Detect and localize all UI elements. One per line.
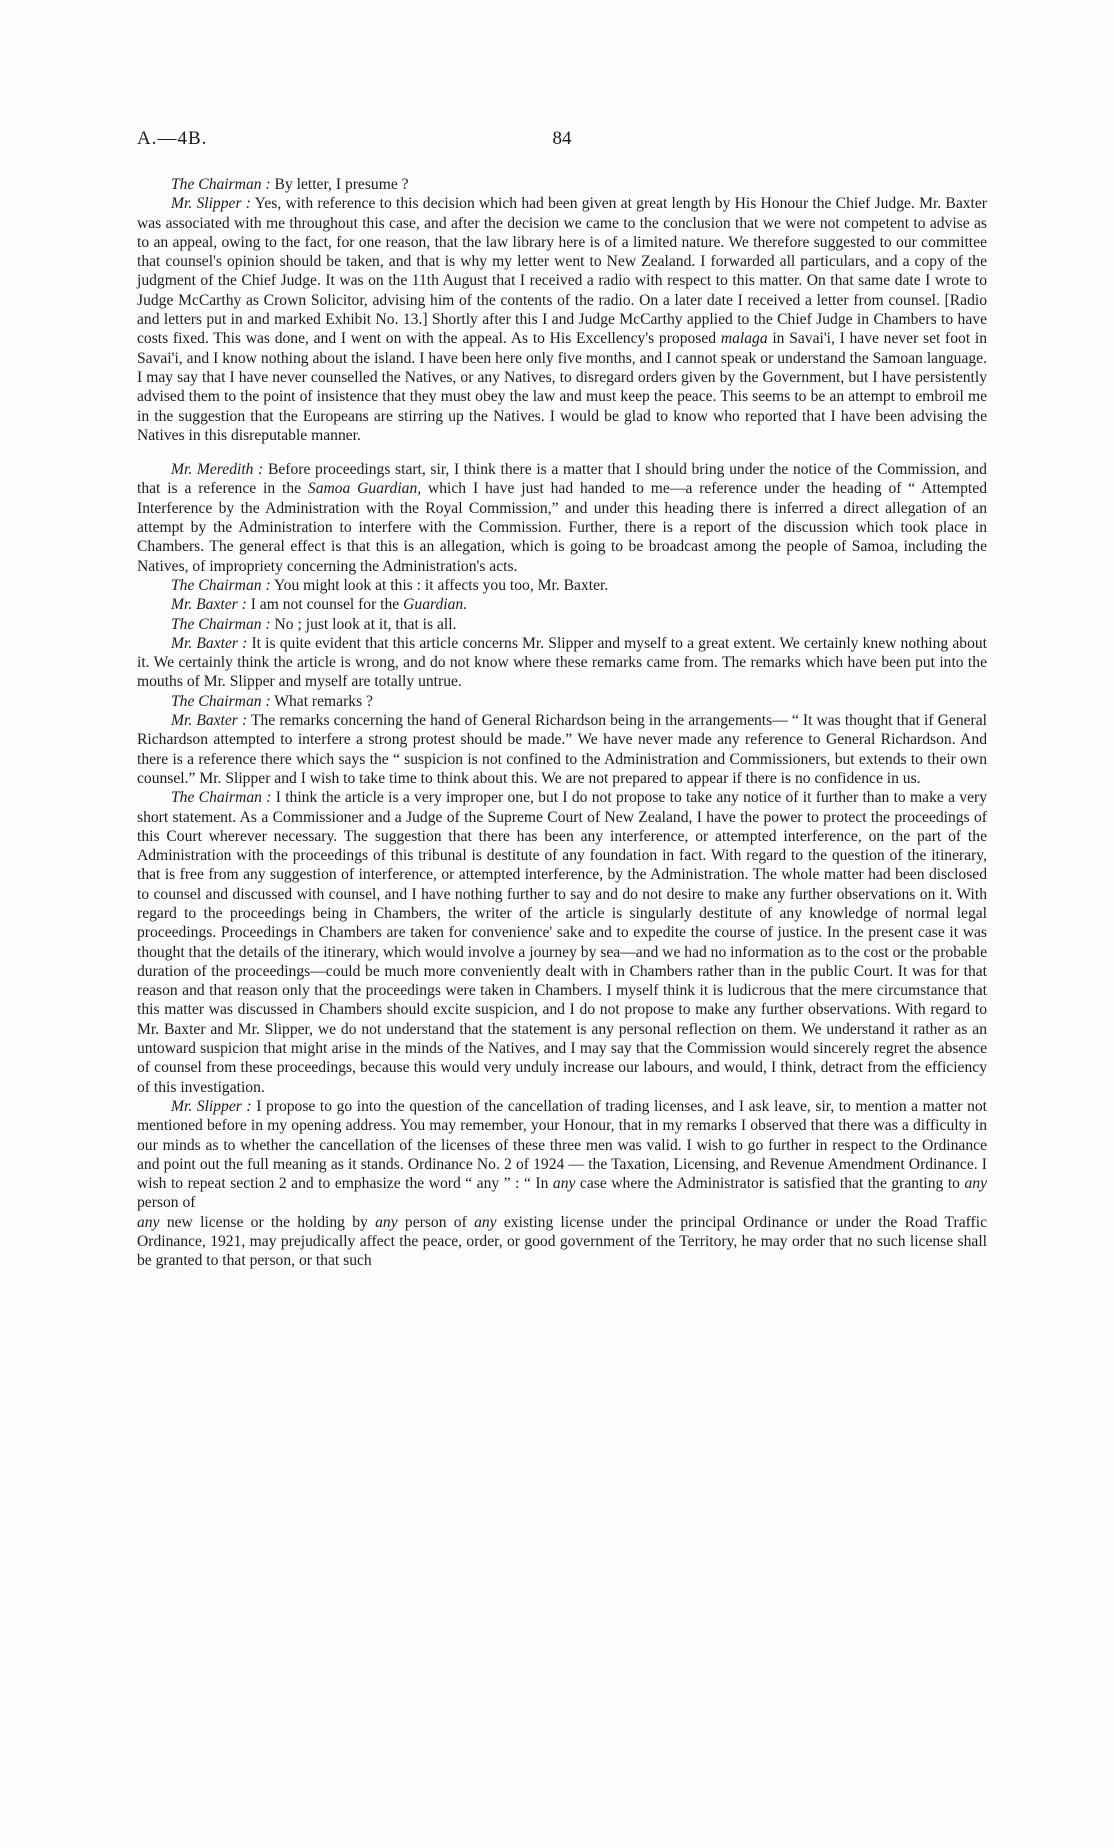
italic-term: Guardian. [403, 596, 468, 614]
page-header [137, 128, 987, 154]
speaker-label: Mr. Baxter : [171, 596, 247, 614]
paragraph-text: The remarks concerning the hand of General Richardson being in the arrangements— “ It was thought that if General Richardson attempted to interfere a strong protest should be made.” We have never made any reference to General Richardson. And there is a reference there which says the “ suspicion is not confined to the Administration and Commissioners, but extends to their own counsel.” Mr. Slipper and I wish to take time to think about this. We are not prepared to appear if there is no confidence in us. [137, 712, 987, 787]
speaker-label: The Chairman : [171, 176, 271, 193]
paragraph-text: in Savai'i, I have never set foot in Savai'i, and I know nothing about the island. I have been here only five months, and I cannot speak or understand the Samoan language. I may say that I have never counselled the Natives, or any Natives, to disregard orders given by the Government, but I have persistently advised them to the point of insistence that they must obey the law and must keep the peace. This seems to be an attempt to embroil me in the suggestion that the Europeans are stirring up the Natives. I would be glad to know who reported that I have been advising the Natives in this disreputable manner. [137, 330, 988, 444]
paragraph [137, 615, 987, 634]
quote-text: existing license under the principal Ordinance or under the Road Traffic Ordinance, 1921, may prejudically affect the peace, order, or good government of the Territory, he may order that no such license shall be granted to that person, or that such [137, 1213, 987, 1270]
paragraph-text: By letter, I presume ? [274, 176, 409, 193]
paragraph-text: What remarks ? [274, 692, 373, 710]
speaker-label: Mr. Baxter : [171, 634, 248, 652]
speaker-label: The Chairman : [171, 576, 271, 594]
speaker-label: The Chairman : [171, 789, 272, 807]
italic-term: Samoa Guardian, [307, 480, 422, 498]
document-reference: A.—4B. [137, 128, 208, 149]
paragraph [137, 595, 987, 614]
page-number: 84 [552, 128, 572, 149]
paragraph [137, 175, 987, 194]
paragraph [137, 194, 987, 445]
italic-any: any [375, 1213, 398, 1231]
italic-any: any [474, 1213, 497, 1231]
paragraph [137, 711, 987, 788]
paragraph [137, 692, 987, 711]
speaker-label: The Chairman : [171, 692, 271, 710]
paragraph-text: No ; just look at it, that is all. [274, 615, 457, 633]
paragraph-text: I think the article is a very improper one, but I do not propose to take any notice of it further than to make a very short statement. As a Commissioner and a Judge of the Supreme Court of New Zealand, I have the power to protect the proceedings of this Court wherever necessary. The suggestion that there has been any interference, or attempted interference, on the part of the Administration with the proceedings of this tribunal is destitute of any foundation in fact. With regard to the question of the itinerary, that is free from any suggestion of interference, or attempted interference, by the Administration. The whole matter had been disclosed to counsel and discussed with counsel, and I have nothing further to say and do not desire to make any further observations on it. With regard to the proceedings being in Chambers, the writer of the article is singularly destitute of any knowledge of normal legal proceedings. Proceedings in Chambers are taken for convenience' sake and to expedite the course of justice. In the present case it was thought that the details of the itinerary, which would involve a journey by sea—and we had no information as to the cost or the probable duration of the proceedings—could be much more conveniently dealt with in Chambers rather than in the public Court. It was for that reason and that reason only that the proceedings were taken in Chambers. I myself think it is ludicrous that the mere circumstance that this matter was discussed in Chambers should excite suspicion, and I do not propose to make any further observations. With regard to Mr. Baxter and Mr. Slipper, we do not understand that the statement is any personal reflection on them. We understand it rather as an untoward suspicion that might arise in the minds of the Natives, and I may say that the Commission would sincerely regret the absence of counsel from these proceedings, because this would very unduly increase our labours, and would, I think, detract from the efficiency of this investigation. [137, 789, 987, 1096]
speaker-label: Mr. Baxter : [171, 712, 248, 730]
quote-text: case where the Administrator is satisfied that the granting to [579, 1175, 960, 1193]
quote-text: person of [137, 1194, 196, 1212]
italic-any: any [137, 1213, 160, 1231]
paragraph [137, 460, 987, 576]
quote-text: person of [404, 1213, 467, 1231]
speaker-label: Mr. Meredith : [171, 461, 264, 479]
paragraph-text: It is quite evident that this article concerns Mr. Slipper and myself to a great extent. We certainly knew nothing about it. We certainly think the article is wrong, and do not know where these remarks came from. The remarks which have been put into the mouths of Mr. Slipper and myself are totally untrue. [137, 634, 987, 691]
quote-text: new license or the holding by [166, 1213, 368, 1231]
paragraph [137, 576, 987, 595]
paragraph-text: Before proceedings start, sir, I think there is a matter that I should bring under the notice of the Commission, and that is a reference in the [137, 461, 987, 498]
paragraph-text: I propose to go into the question of the cancellation of trading licenses, and I ask leave, sir, to mention a matter not mentioned before in my opening address. You may remember, your Honour, that in my remarks I observed that there was a difficulty in our minds as to whether the cancellation of the licenses of these three men was valid. I wish to go further in respect to the Ordinance and point out the full meaning as it stands. Ordinance No. 2 of 1924 — the Taxation, Licensing, and Revenue Amendment Ordinance. I wish to repeat section 2 and to emphasize the word “ any ” : “ In [137, 1097, 987, 1193]
paragraph-text: Yes, with reference to this decision which had been given at great length by His Honour the Chief Judge. Mr. Baxter was associated with me throughout this case, and after the decision we came to the conclusion that we were not competent to advise as to an appeal, owing to the fact, for one reason, that the law library here is of a limited nature. We therefore suggested to our committee that counsel's opinion should be taken, and that is why my letter went to New Zealand. I forwarded all particulars, and a copy of the judgment of the Chief Judge. It was on the 11th August that I received a radio with respect to this matter. On that same date I wrote to Judge McCarthy as Crown Solicitor, advising him of the contents of the radio. On a later date I received a letter from counsel. [Radio and letters put in and marked Exhibit No. 13.] Shortly after this I and Judge McCarthy applied to the Chief Judge in Chambers to have costs fixed. This was done, and I went on with the appeal. As to His Excellency's proposed [137, 195, 987, 348]
speaker-label: Mr. Slipper : [171, 1097, 252, 1115]
paragraph [137, 634, 987, 692]
speaker-label: Mr. Slipper : [171, 195, 251, 213]
paragraph-text: You might look at this : it affects you too, Mr. Baxter. [273, 576, 609, 594]
paragraph-text: which I have just had handed to me—a reference under the heading of “ Attempted Interference by the Administration with the Royal Commission,” and under this heading there is inferred a direct allegation of an attempt by the Administration to interfere with the Commission. Further, there is a report of the discussion which took place in Chambers. The general effect is that this is an allegation, which is going to be broadcast among the people of Samoa, including the Natives, of impropriety concerning the Administration's acts. [137, 480, 987, 575]
speaker-label: The Chairman : [171, 615, 271, 633]
paragraph-text: I am not counsel for the [250, 596, 400, 614]
italic-any: any [964, 1175, 987, 1193]
paragraph [137, 788, 987, 1097]
transcript-body [137, 175, 987, 1271]
paragraph [137, 1097, 987, 1271]
italic-any: any [552, 1175, 576, 1193]
italic-term: malaga [720, 330, 768, 348]
